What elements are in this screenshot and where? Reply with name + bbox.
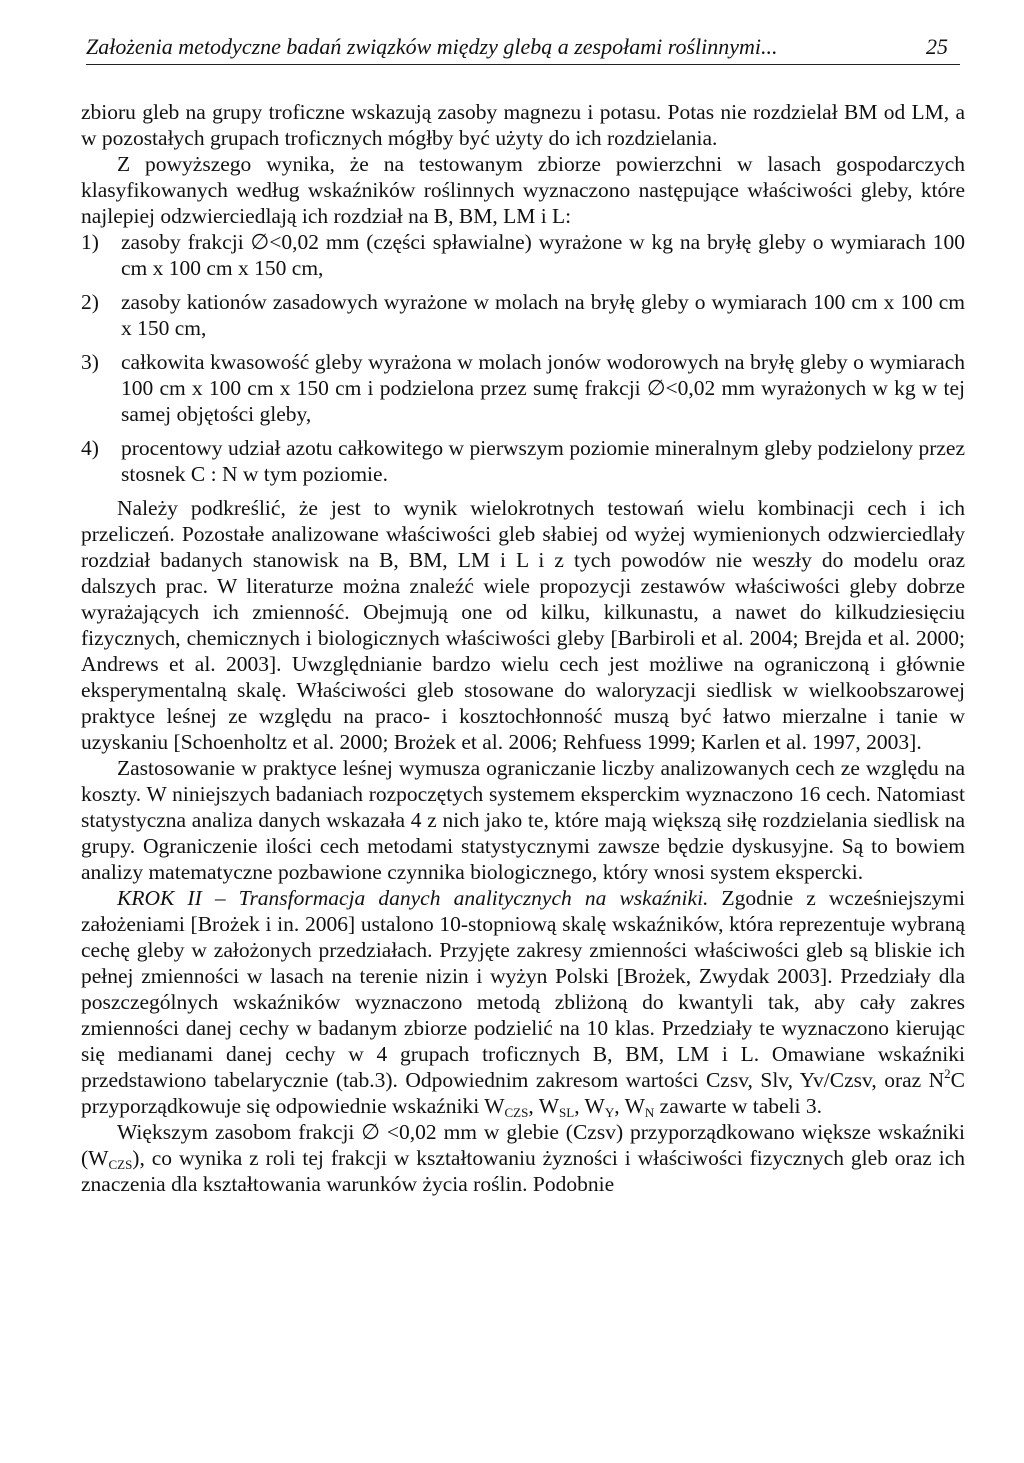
- paragraph: [81, 1119, 965, 1197]
- list-text: całkowita kwasowość gleby wyrażona w molach jonów wodorowych na bryłę gleby o wymiarach 100 cm x 100 cm x 150 cm i podzielona przez sumę frakcji ∅<0,02 mm wyrażonych w kg w tej samej objętości gleby,: [121, 350, 965, 426]
- subscript: CZS: [504, 1105, 529, 1120]
- subscript: SL: [559, 1105, 575, 1120]
- page-number: 25: [926, 34, 948, 59]
- paragraph: Zastosowanie w praktyce leśnej wymusza ograniczanie liczby analizowanych cech ze względu na koszty. W niniejszych badaniach rozpoczętych systemem eksperckim wyznaczono 16 cech. Natomiast statystyczna analiza danych wskazała 4 z nich jako te, które mają większą siłę rozdzielania siedlisk na grupy. Ograniczenie ilości cech metodami statystycznymi zawsze będzie dyskusyjne. Są to bowiem analizy matematyczne pozbawione czynnika biologicznego, który wnosi system ekspercki.: [81, 756, 965, 884]
- text-run: , W: [574, 1094, 605, 1118]
- subscript: CZS: [108, 1157, 133, 1172]
- list-item: [81, 289, 965, 341]
- text-run: Większym zasobom frakcji ∅ <0,02 mm w glebie (Czsv) przyporządkowano większe wskaźniki (W: [81, 1120, 965, 1170]
- list-number: 4): [81, 436, 99, 460]
- numbered-list: [81, 229, 965, 487]
- text-run: ), co wynika z roli tej frakcji w kształtowaniu żyzności i właściwości fizycznych gleb oraz ich znaczenia dla kształtowania warunków życia roślin. Podobnie: [81, 1146, 965, 1196]
- list-number: 2): [81, 290, 99, 314]
- paragraph: Należy podkreślić, że jest to wynik wielokrotnych testowań wielu kombinacji cech i ich przeliczeń. Pozostałe analizowane właściwości gleb słabiej od wyżej wymienionych odzwierciedlały rozdział badanych stanowisk na B, BM, LM i L i z tych powodów nie weszły do modelu oraz dalszych prac. W literaturze można znaleźć wiele propozycji zestawów właściwości gleby dobrze wyrażających ich zmienność. Obejmują one od kilku, kilkunastu, a nawet do kilkudziesięciu fizycznych, chemicznych i biologicznych właściwości gleby [Barbiroli et al. 2004; Brejda et al. 2000; Andrews et al. 2003]. Uwzględnianie bardzo wielu cech jest możliwe na ograniczoną i głównie eksperymentalną skalę. Właściwości gleb stosowane do waloryzacji siedlisk w wielkoobszarowej praktyce leśnej ze względu na praco- i kosztochłonność muszą być łatwo mierzalne i tanie w uzyskaniu [Schoenholtz et al. 2000; Brożek et al. 2006; Rehfuess 1999; Karlen et al. 1997, 2003].: [81, 496, 965, 754]
- step-heading: KROK II – Transformacja danych analitycznych na wskaźniki.: [117, 886, 709, 910]
- subscript: Y: [604, 1105, 615, 1120]
- list-text: procentowy udział azotu całkowitego w pierwszym poziomie mineralnym gleby podzielony przez stosnek C : N w tym poziomie.: [121, 436, 965, 486]
- list-item: [81, 349, 965, 427]
- list-text: zasoby frakcji ∅<0,02 mm (części spławialne) wyrażone w kg na bryłę gleby o wymiarach 100 cm x 100 cm x 150 cm,: [121, 230, 965, 280]
- text-run: zawarte w tabeli 3.: [654, 1094, 823, 1118]
- paragraph: zbioru gleb na grupy troficzne wskazują zasoby magnezu i potasu. Potas nie rozdzielał BM od LM, a w pozostałych grupach troficznych mógłby być użyty do ich rozdzielania.: [81, 100, 965, 150]
- text-run: C przyporządkowuje się odpowiednie wskaźniki W: [81, 1068, 965, 1118]
- text-run: Zgodnie z wcześniejszymi założeniami [Brożek i in. 2006] ustalono 10-stopniową skalę wskaźników, która reprezentuje wybraną cechę gleby w założonych przedziałach. Przyjęte zakresy zmienności właściwości gleb są bliskie ich pełnej zmienności w lasach na terenie nizin i wyżyn Polski [Brożek, Zwydak 2003]. Przedziały dla poszczególnych wskaźników wyznaczono metodą zbliżoną do kwantyli tak, aby cały zakres zmienności danej cechy w badanym zbiorze podzielić na 10 klas. Przedziały te wyznaczono kierując się medianami danej cechy w 4 grupach troficznych B, BM, LM i L. Omawiane wskaźniki przedstawiono tabelarycznie (tab.3). Odpowiednim zakresom wartości Czsv, Slv, Yv/Czsv, oraz N: [81, 886, 966, 1092]
- text-run: , W: [614, 1094, 645, 1118]
- list-number: 3): [81, 350, 99, 374]
- header-rule: [86, 64, 960, 65]
- paragraph: Z powyższego wynika, że na testowanym zbiorze powierzchni w lasach gospodarczych klasyfikowanych według wskaźników roślinnych wyznaczono następujące właściwości gleby, które najlepiej odzwierciedlają ich rozdział na B, BM, LM i L:: [81, 152, 965, 228]
- subscript: N: [644, 1105, 655, 1120]
- list-item: [81, 229, 965, 281]
- body-text: [81, 99, 965, 1197]
- list-number: 1): [81, 230, 99, 254]
- list-item: [81, 435, 965, 487]
- text-run: , W: [528, 1094, 560, 1118]
- superscript: 2: [944, 1066, 951, 1081]
- paragraph: [81, 885, 965, 1119]
- running-title: Założenia metodyczne badań związków między glebą a zespołami roślinnymi...: [86, 34, 778, 59]
- list-text: zasoby kationów zasadowych wyrażone w molach na bryłę gleby o wymiarach 100 cm x 100 cm x 150 cm,: [121, 290, 965, 340]
